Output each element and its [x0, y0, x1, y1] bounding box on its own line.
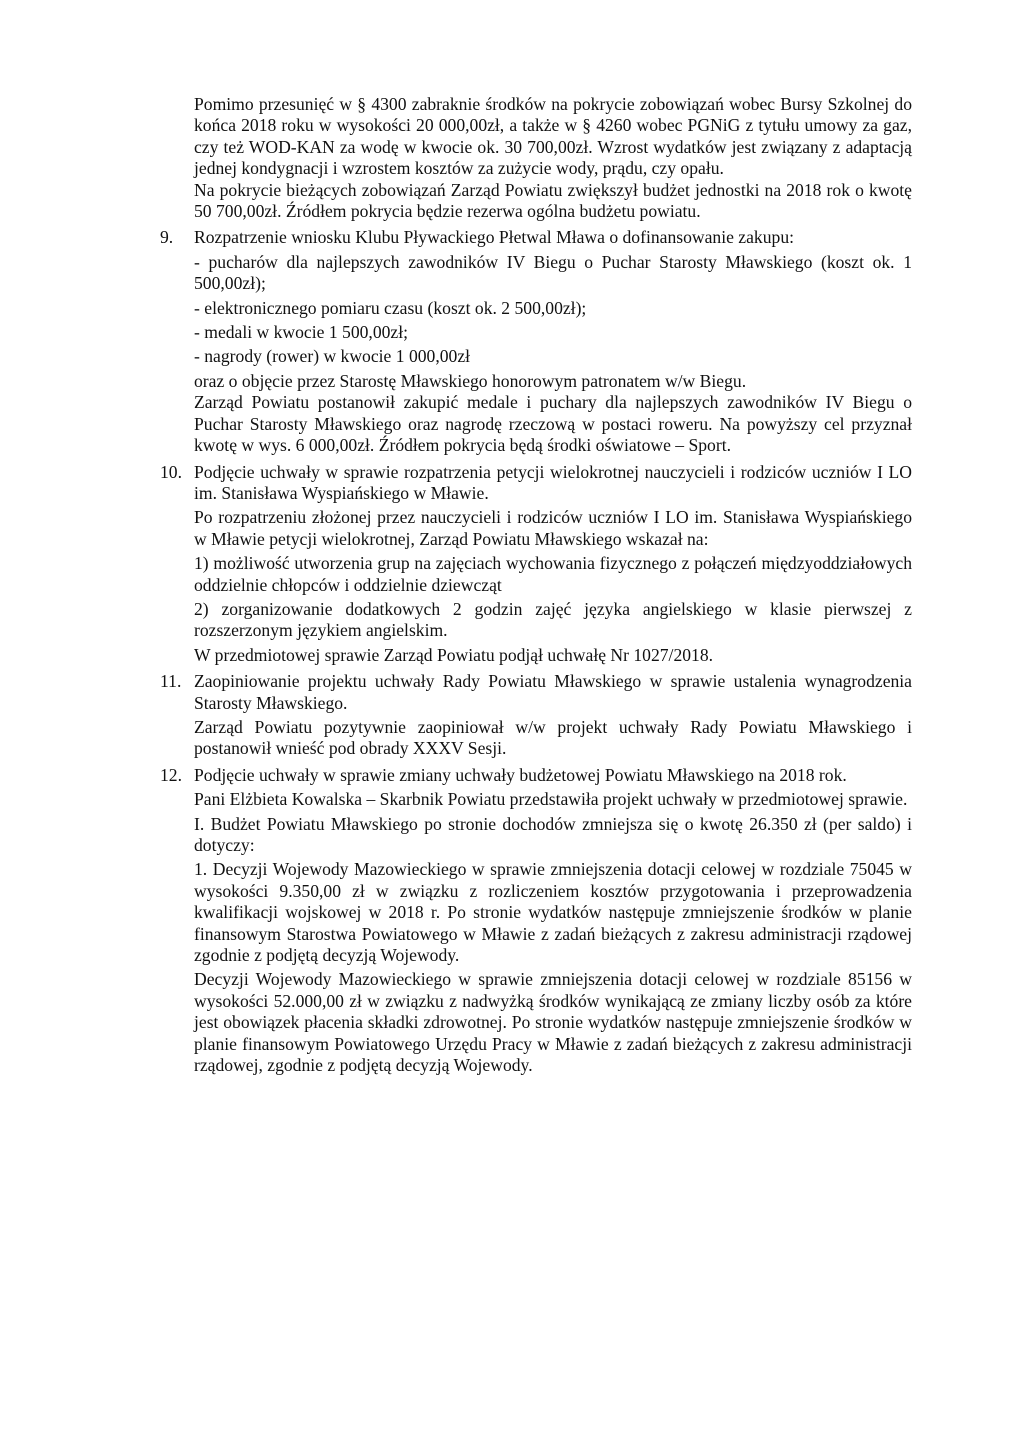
item-line: oraz o objęcie przez Starostę Mławskiego honorowym patronatem w/w Biegu. [194, 370, 747, 391]
item-number: 9. [160, 227, 174, 248]
item-title: Rozpatrzenie wniosku Klubu Pływackiego Płetwal Mława o dofinansowanie zakupu: [194, 227, 795, 248]
item-line: - pucharów dla najlepszych zawodników IV Biegu o Puchar Starosty Mławskiego (koszt ok. 1 500,00zł); [194, 251, 912, 294]
item-paragraph: Zarząd Powiatu pozytywnie zaopiniował w/w projekt uchwały Rady Powiatu Mławskiego i postanowił wnieść pod obrady XXXV Sesji. [194, 716, 912, 759]
document-body [160, 94, 912, 1076]
agenda-item-10 [160, 462, 912, 667]
item-number: 11. [160, 671, 182, 692]
item-paragraph: Decyzji Wojewody Mazowieckiego w sprawie zmniejszenia dotacji celowej w rozdziale 85156 w wysokości 52.000,00 zł w związku z nadwyżką środków wynikającą ze zmiany liczby osób za które jest obowiązek płacenia składki zdrowotnej. Po stronie wydatków następuje zmniejszenie środków w planie finansowym Powiatowego Urzędu Pracy w Mławie z zadań bieżących z zakresu administracji rządowej, zgodnie z podjętą decyzją Wojewody. [194, 969, 912, 1076]
intro-paragraph-1: Pomimo przesunięć w § 4300 zabraknie środków na pokrycie zobowiązań wobec Bursy Szkolnej do końca 2018 roku w wysokości 20 000,00zł, a także w § 4260 wobec PGNiG z tytułu umowy za gaz, czy też WOD-KAN za wodę w kwocie ok. 30 700,00zł. Wzrost wydatków jest związany z adaptacją jednej kondygnacji i wzrostem kosztów za zużycie wody, prądu, czy opału. [194, 94, 912, 179]
item-paragraph: Pani Elżbieta Kowalska – Skarbnik Powiatu przedstawiła projekt uchwały w przedmiotowej sprawie. [194, 789, 908, 810]
agenda-item-12 [160, 765, 912, 1077]
item-number: 10. [160, 461, 182, 482]
item-paragraph: Po rozpatrzeniu złożonej przez nauczycieli i rodziców uczniów I LO im. Stanisława Wyspiańskiego w Mławie petycji wielokrotnej, Zarząd Powiatu Mławskiego wskazał na: [194, 507, 912, 549]
item-title: Podjęcie uchwały w sprawie zmiany uchwały budżetowej Powiatu Mławskiego na 2018 rok. [194, 764, 847, 785]
item-paragraph: I. Budżet Powiatu Mławskiego po stronie dochodów zmniejsza się o kwotę 26.350 zł (per saldo) i dotyczy: [194, 813, 912, 855]
agenda-item-9 [160, 227, 912, 456]
item-line: - medali w kwocie 1 500,00zł; [194, 322, 409, 343]
item-list-entry: 2) zorganizowanie dodatkowych 2 godzin zajęć języka angielskiego w klasie pierwszej z rozszerzonym językiem angielskim. [194, 598, 912, 641]
item-number: 12. [160, 764, 182, 785]
item-line: - nagrody (rower) w kwocie 1 000,00zł [194, 346, 471, 367]
intro-paragraph-2: Na pokrycie bieżących zobowiązań Zarząd Powiatu zwiększył budżet jednostki na 2018 rok o kwotę 50 700,00zł. Źródłem pokrycia będzie rezerwa ogólna budżetu powiatu. [194, 179, 912, 222]
item-line: - elektronicznego pomiaru czasu (koszt ok. 2 500,00zł); [194, 297, 587, 318]
item-title: Zaopiniowanie projektu uchwały Rady Powiatu Mławskiego w sprawie ustalenia wynagrodzenia Starosty Mławskiego. [194, 671, 912, 713]
agenda-item-11 [160, 671, 912, 760]
item-paragraph: 1. Decyzji Wojewody Mazowieckiego w sprawie zmniejszenia dotacji celowej w rozdziale 75045 w wysokości 9.350,00 zł w związku z rozliczeniem kosztów przygotowania i przeprowadzenia kwalifikacji wojskowej w 2018 r. Po stronie wydatków następuje zmniejszenie środków w planie finansowym Starostwa Powiatowego w Mławie z zadań bieżących z zakresu administracji rządowej zgodnie z podjętą decyzją Wojewody. [194, 859, 912, 966]
item-paragraph: W przedmiotowej sprawie Zarząd Powiatu podjął uchwałę Nr 1027/2018. [194, 644, 714, 665]
item-title: Podjęcie uchwały w sprawie rozpatrzenia petycji wielokrotnej nauczycieli i rodziców uczniów I LO im. Stanisława Wyspiańskiego w Mławie. [194, 461, 912, 503]
item-paragraph: Zarząd Powiatu postanowił zakupić medale i puchary dla najlepszych zawodników IV Biegu o Puchar Starosty Mławskiego oraz nagrodę rzeczową w postaci roweru. Na powyższy cel przyznał kwotę w wys. 6 000,00zł. Źródłem pokrycia będą środki oświatowe – Sport. [194, 392, 912, 456]
item-list-entry: 1) możliwość utworzenia grup na zajęciach wychowania fizycznego z połączeń międzyoddziałowych oddzielnie chłopców i oddzielnie dziewcząt [194, 553, 912, 595]
